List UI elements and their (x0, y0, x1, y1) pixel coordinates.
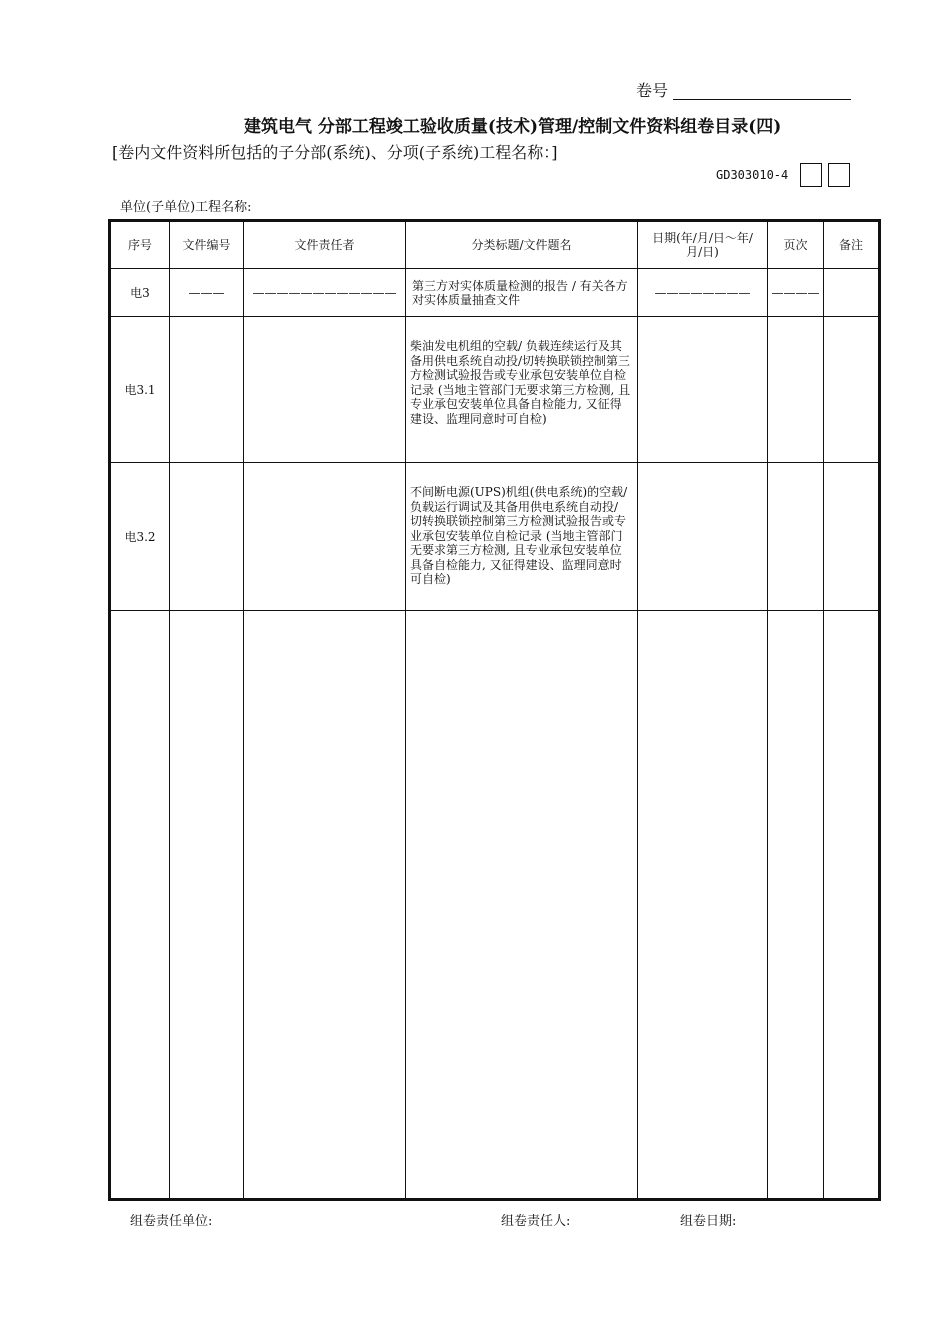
table-row-empty (110, 611, 880, 1200)
column-header-seq: 序号 (110, 221, 170, 269)
page-subtitle: [卷内文件资料所包括的子分部(系统)、分项(子系统)工程名称：] (112, 143, 558, 162)
table-row (110, 463, 880, 611)
cell-pages: ———— (768, 269, 824, 317)
cell-empty (768, 611, 824, 1200)
page-title: 建筑电气 分部工程竣工验收质量(技术)管理/控制文件资料组卷目录(四) (244, 117, 782, 137)
code-box-1 (800, 163, 822, 187)
table-row (110, 269, 880, 317)
cell-title: 第三方对实体质量检测的报告 / 有关各方对实体质量抽查文件 (406, 269, 638, 317)
cell-seq: 电3 (110, 269, 170, 317)
cell-date (638, 317, 768, 463)
cell-file-no: ——— (170, 269, 244, 317)
unit-project-name-label: 单位(子单位)工程名称: (120, 200, 252, 215)
cell-owner (244, 317, 406, 463)
cell-remark (824, 463, 880, 611)
cell-pages (768, 463, 824, 611)
cell-empty (638, 611, 768, 1200)
column-header-file-no: 文件编号 (170, 221, 244, 269)
cell-file-no (170, 463, 244, 611)
code-box-2 (828, 163, 850, 187)
cell-title: 柴油发电机组的空载/ 负载连续运行及其备用供电系统自动投/切转换联锁控制第三方检测试验报告或专业承包安装单位自检记录 (当地主管部门无要求第三方检测, 且专业承包安装单位具备自检能力, 又征得建设、监理同意时可自检) (406, 317, 638, 463)
cell-owner (244, 463, 406, 611)
cell-empty (406, 611, 638, 1200)
catalog-table (108, 219, 881, 1201)
cell-empty (824, 611, 880, 1200)
cell-owner: ———————————— (244, 269, 406, 317)
footer-unit-label: 组卷责任单位: (130, 1214, 213, 1229)
cell-file-no (170, 317, 244, 463)
cell-title: 不间断电源(UPS)机组(供电系统)的空载/负载运行调试及其备用供电系统自动投/ 切转换联锁控制第三方检测试验报告或专业承包安装单位自检记录 (当地主管部门无要求第三方检测, 且专业承包安装单位具备自检能力, 又征得建设、监理同意时可自检) (406, 463, 638, 611)
column-header-owner: 文件责任者 (244, 221, 406, 269)
footer-date-label: 组卷日期: (680, 1214, 737, 1229)
cell-empty (244, 611, 406, 1200)
volume-number-label: 卷号 (636, 81, 669, 100)
cell-date (638, 463, 768, 611)
cell-seq: 电3.1 (110, 317, 170, 463)
cell-empty (170, 611, 244, 1200)
column-header-remark: 备注 (824, 221, 880, 269)
cell-remark (824, 269, 880, 317)
footer-person-label: 组卷责任人: (501, 1214, 571, 1229)
table-row (110, 317, 880, 463)
column-header-date: 日期(年/月/日～年/月/日) (638, 221, 768, 269)
cell-pages (768, 317, 824, 463)
cell-empty (110, 611, 170, 1200)
volume-number-line (673, 99, 851, 100)
cell-seq: 电3.2 (110, 463, 170, 611)
table-header-row (110, 221, 880, 269)
column-header-pages: 页次 (768, 221, 824, 269)
cell-remark (824, 317, 880, 463)
form-code: GD303010-4 (716, 168, 789, 182)
column-header-title: 分类标题/文件题名 (406, 221, 638, 269)
cell-date: ———————— (638, 269, 768, 317)
